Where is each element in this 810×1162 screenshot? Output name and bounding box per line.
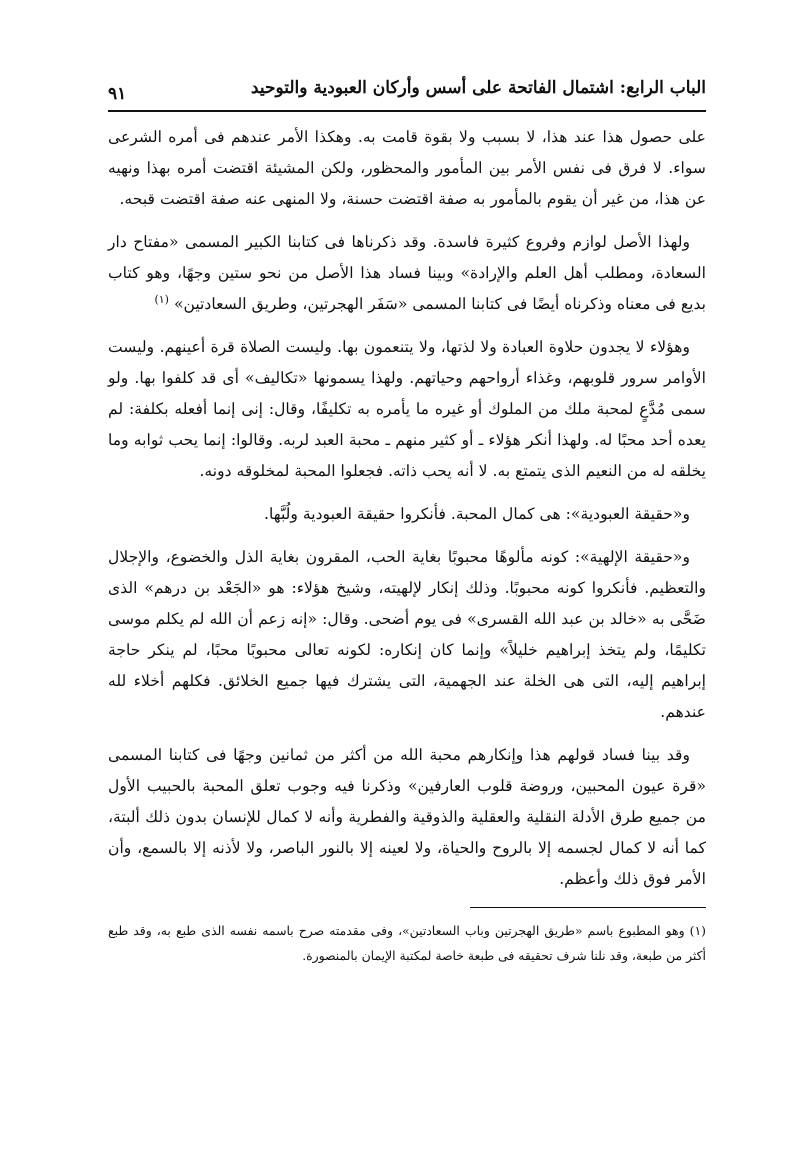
paragraph-4: و«حقيقة العبودية»: هى كمال المحبة. فأنكروا حقيقة العبودية ولُبَّها. <box>264 505 690 523</box>
footnote: (١) وهو المطبوع باسم «طريق الهجرتين وباب السعادتين»، وفى مقدمته صرح باسمه نفسه الذى طبع به، وقد طبع أكثر من طبعة، وقد نلنا شرف تحقيقه فى طبعة خاصة لمكتبة الإيمان بالمنصورة. <box>108 923 706 963</box>
page-number: ٩١ <box>108 84 127 104</box>
body-text <box>108 122 706 895</box>
paragraph-2-text: ولهذا الأصل لوازم وفروع كثيرة فاسدة. وقد ذكرناها فى كتابنا الكبير المسمى «مفتاح دار السعادة، ومطلب أهل العلم والإرادة» وبينا فساد هذا الأصل من نحو ستين وجهًا، وهو كتاب بديع فى معناه وذكرناه أيضًا فى كتابنا المسمى «سَفَر الهجرتين، وطريق السعادتين» <box>108 233 706 313</box>
paragraph-6: وقد بينا فساد قولهم هذا وإنكارهم محبة الله من أكثر من ثمانين وجهًا فى كتابنا المسمى «قرة عيون المحبين، وروضة قلوب العارفين» وذكرنا فيه وجوب تعلق المحبة بالحبيب الأول من جميع طرق الأدلة النقلية والعقلية والذوقية والفطرية وأنه لا كمال للإنسان بدون ذلك ألبتة، كما أنه لا كمال لجسمه إلا بالروح والحياة، ولا لعينه إلا بالنور الباصر، ولا لأذنه إلا بالسمع، وأن الأمر فوق ذلك وأعظم. <box>108 746 706 888</box>
paragraph-1: على حصول هذا عند هذا، لا بسبب ولا بقوة قامت به. وهكذا الأمر عندهم فى أمره الشرعى سواء. لا فرق فى نفس الأمر بين المأمور والمحظور، ولكن المشيئة اقتضت أمره بهذا ونهيه عن هذا، من غير أن يقوم بالمأمور به صفة اقتضت حسنة، ولا المنهى عنه صفة اقتضت قبحه. <box>108 128 706 208</box>
paragraph-3: وهؤلاء لا يجدون حلاوة العبادة ولا لذتها، ولا يتنعمون بها. وليست الصلاة قرة أعينهم. وليست الأوامر سرور قلوبهم، وغذاء أرواحهم وحياتهم. ولهذا يسمونها «تكاليف» أى قد كلفوا بها. ولو سمى مُدَّعٍ لمحبة ملك من الملوك أو غيره ما يأمره به تكليفًا، وقال: إنى إنما أفعله بكلفة: لم يعده أحد محبًا له. ولهذا أنكر هؤلاء ـ أو كثير منهم ـ محبة العبد لربه. وقالوا: إنما يحب ثوابه وما يخلقه له من النعيم الذى يتمتع به. لا أنه يحب ذاته. فجعلوا المحبة لمخلوقه دونه. <box>108 338 706 480</box>
footnote-reference[interactable]: (١) <box>154 292 169 306</box>
footnote-divider <box>470 907 706 908</box>
paragraph-2 <box>108 227 706 320</box>
paragraph-5: و«حقيقة الإلهية»: كونه مألوهًا محبوبًا بغاية الحب، المقرون بغاية الذل والخضوع، والإجلال والتعظيم. فأنكروا كونه محبوبًا. وذلك إنكار لإلهيته، وشيخ هؤلاء: هو «الجَعْد بن درهم» الذى ضَحَّى به «خالد بن عبد الله القسرى» فى يوم أضحى. وقال: «إنه زعم أن الله لم يكلم موسى تكليمًا، ولم يتخذ إبراهيم خليلاً» وإنما كان إنكاره: لكونه تعالى محبوبًا محبًا، لم ينكر حاجة إبراهيم إليه، التى هى الخلة عند الجهمية، التى يشترك فيها جميع الخلائق. فكلهم أخلاء لله عندهم. <box>108 548 706 721</box>
chapter-title: الباب الرابع: اشتمال الفاتحة على أسس وأركان العبودية والتوحيد <box>250 78 706 98</box>
running-header <box>108 72 706 112</box>
book-page <box>108 72 706 968</box>
